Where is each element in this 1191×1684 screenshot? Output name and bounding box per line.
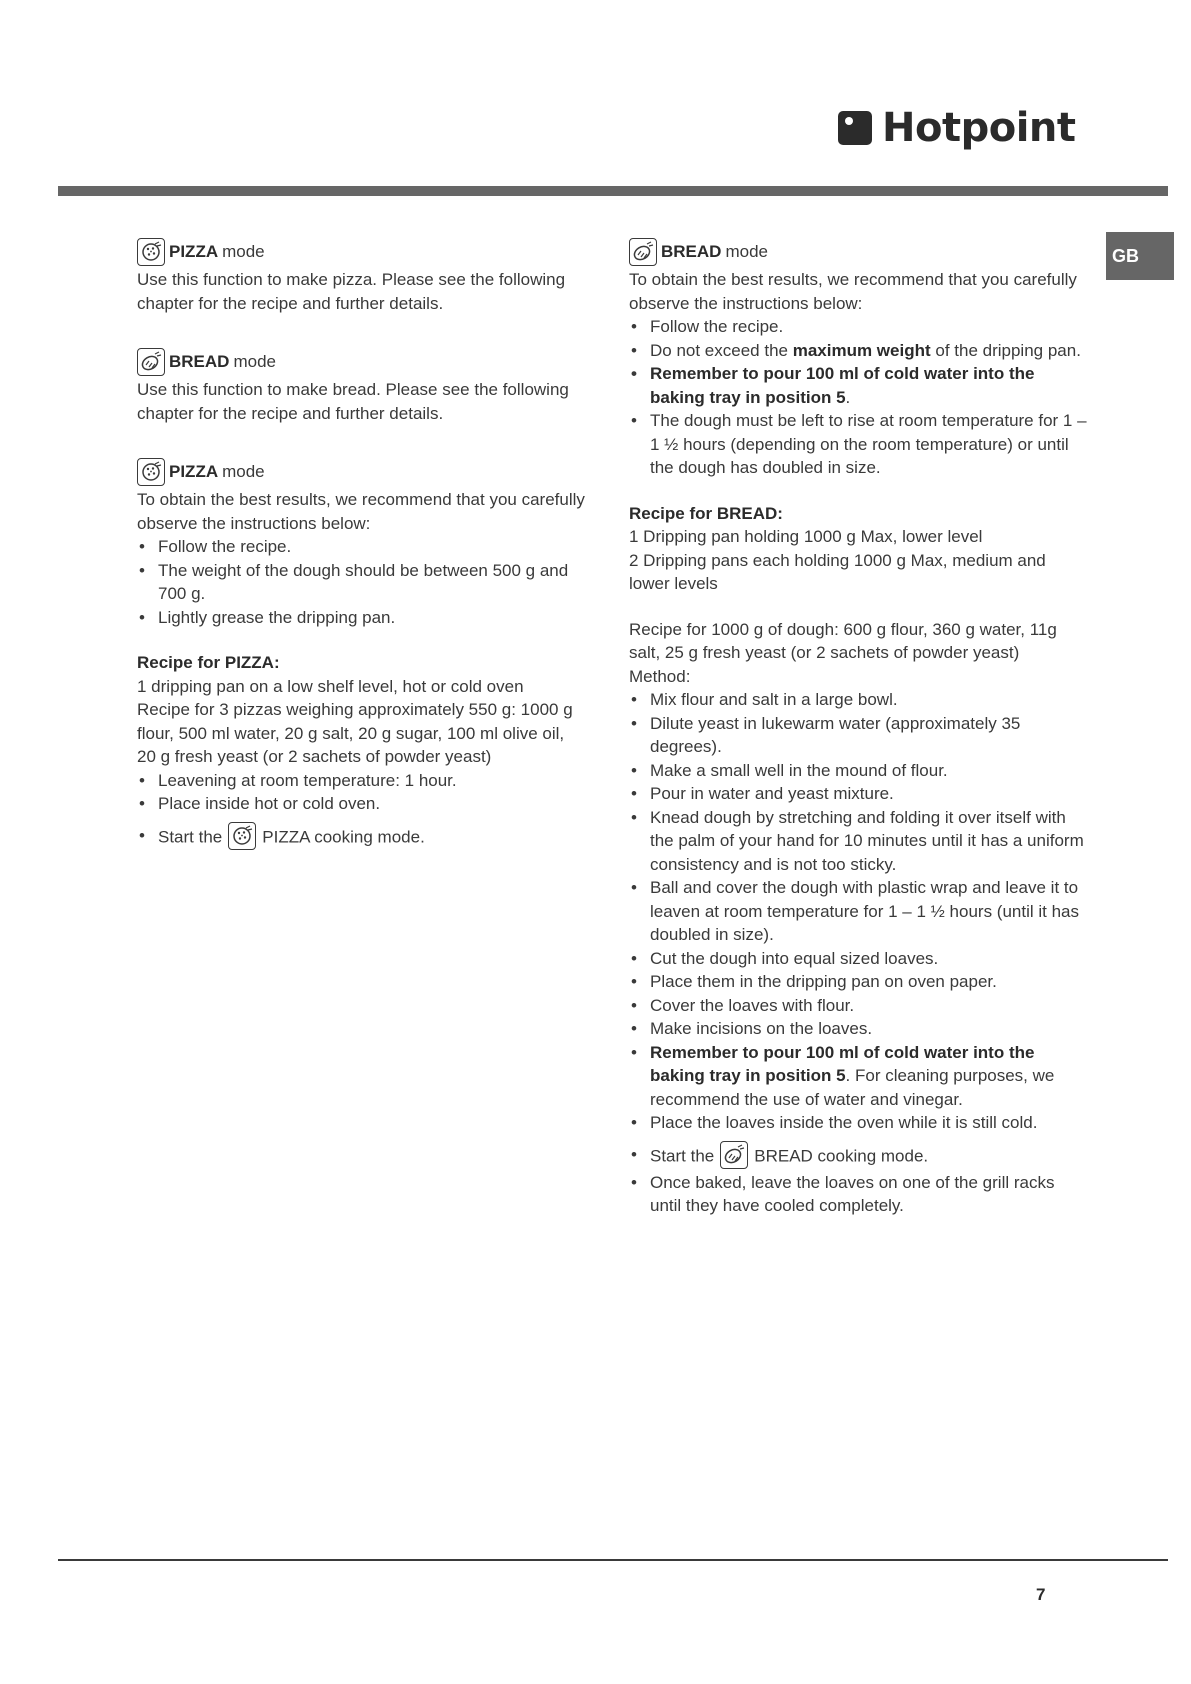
bold-fragment: Remember to pour 100 ml of cold water into the baking tray in position 5: [650, 364, 1035, 407]
bread-recipe-line: 1 Dripping pan holding 1000 g Max, lower level: [629, 527, 983, 546]
pizza-icon: [137, 458, 165, 486]
list-item: • Make a small well in the mound of flour.: [629, 759, 1089, 783]
bread-icon: [629, 238, 657, 266]
bread-instructions-intro: To obtain the best results, we recommend that you carefully observe the instructions below:: [629, 270, 1077, 313]
list-item: • Place them in the dripping pan on oven paper.: [629, 970, 1089, 994]
bread-method-steps: [629, 688, 1089, 1218]
list-item: • Dilute yeast in lukewarm water (approximately 35 degrees).: [629, 712, 1089, 759]
pizza-recipe-heading: Recipe for PIZZA:: [137, 653, 280, 672]
brand-logo: [838, 104, 1076, 152]
pizza-mode-title: PIZZA: [169, 242, 219, 262]
left-column: [137, 236, 587, 852]
bottom-divider: [58, 1559, 1168, 1561]
pizza-mode-description: Use this function to make pizza. Please see the following chapter for the recipe and further details.: [137, 270, 566, 313]
list-item: • Knead dough by stretching and folding it over itself with the palm of your hand for 10 minutes until it has a uniform consistency and is not too sticky.: [629, 806, 1089, 877]
list-item: • Follow the recipe.: [629, 315, 1089, 339]
pizza-instructions-title-suffix: mode: [222, 462, 265, 482]
list-item: • Follow the recipe.: [137, 535, 587, 559]
bread-method-label: Method:: [629, 666, 691, 686]
start-suffix: BREAD cooking mode.: [754, 1145, 929, 1165]
page-number: 7: [1036, 1585, 1046, 1604]
text-fragment: Do not exceed the: [650, 340, 788, 360]
language-tab: GB: [1106, 232, 1174, 280]
bread-recipe-ingredients: Recipe for 1000 g of dough: 600 g flour, 360 g water, 11g salt, 25 g fresh yeast (or 2 sachets of powder yeast): [629, 619, 1057, 662]
right-column: [629, 236, 1089, 1218]
start-suffix: PIZZA cooking mode.: [262, 826, 425, 846]
list-item: • Once baked, leave the loaves on one of the grill racks until they have cooled completely.: [629, 1171, 1089, 1218]
brand-name: Hotpoint: [882, 105, 1076, 151]
list-item: • Ball and cover the dough with plastic wrap and leave it to leaven at room temperature for 1 – 1 ½ hours (until it has doubled in size).: [629, 876, 1089, 947]
pizza-instructions-intro: To obtain the best results, we recommend that you carefully observe the instructions below:: [137, 490, 585, 533]
list-item: • Place inside hot or cold oven.: [137, 792, 587, 816]
bread-recipe-heading: Recipe for BREAD:: [629, 503, 783, 523]
pizza-recipe-ingredients: Recipe for 3 pizzas weighing approximately 550 g: 1000 g flour, 500 ml water, 20 g salt, 20 g sugar, 100 ml olive oil, 20 g fresh yeast (or 2 sachets of powder yeast): [137, 700, 573, 766]
list-item: [629, 339, 1089, 363]
start-prefix: Start the: [650, 1145, 715, 1165]
list-item: • Lightly grease the dripping pan.: [137, 606, 587, 630]
list-item: • The weight of the dough should be between 500 g and 700 g.: [137, 559, 587, 606]
list-item: • Make incisions on the loaves.: [629, 1017, 1089, 1041]
bread-icon: [720, 1141, 748, 1169]
bread-mode-section: [137, 346, 587, 425]
bread-instructions-title: BREAD: [661, 242, 722, 262]
start-prefix: Start the: [158, 826, 223, 846]
pizza-instructions-title: PIZZA: [169, 462, 219, 482]
bold-fragment: maximum weight: [792, 340, 931, 360]
list-item: • Mix flour and salt in a large bowl.: [629, 688, 1089, 712]
pizza-instructions-list: [137, 535, 587, 629]
list-item: • Cut the dough into equal sized loaves.: [629, 947, 1089, 971]
logo-mark-icon: [838, 111, 872, 145]
pizza-mode-title-suffix: mode: [222, 242, 265, 262]
list-item: [629, 1143, 1089, 1171]
bread-mode-description: Use this function to make bread. Please see the following chapter for the recipe and further details.: [137, 380, 569, 423]
list-item: • Leavening at room temperature: 1 hour.: [137, 769, 587, 793]
bread-mode-title-suffix: mode: [233, 352, 276, 372]
bread-instructions-heading: [629, 236, 1089, 268]
bread-mode-heading: [137, 346, 587, 378]
text-fragment: of the dripping pan.: [935, 340, 1081, 360]
list-item: [137, 824, 587, 852]
list-item: • The dough must be left to rise at room temperature for 1 – 1 ½ hours (depending on the room temperature) or until the dough has doubled in size.: [629, 409, 1089, 480]
list-item: • Place the loaves inside the oven while it is still cold.: [629, 1111, 1089, 1135]
bread-instructions-list: [629, 315, 1089, 480]
pizza-instructions-section: [137, 456, 587, 629]
pizza-recipe-section: [137, 651, 587, 852]
list-item: [629, 1041, 1089, 1112]
bread-mode-title: BREAD: [169, 352, 230, 372]
list-item: • Cover the loaves with flour.: [629, 994, 1089, 1018]
top-divider: [58, 186, 1168, 196]
bread-recipe-line: 2 Dripping pans each holding 1000 g Max, medium and lower levels: [629, 550, 1046, 593]
spacer: [629, 596, 1089, 618]
pizza-instructions-heading: [137, 456, 587, 488]
pizza-recipe-steps: [137, 769, 587, 852]
bread-recipe-section: [629, 502, 1089, 1218]
pizza-icon: [137, 238, 165, 266]
pizza-mode-section: [137, 236, 587, 315]
bold-fragment: Remember to pour 100 ml of cold water into the baking tray in position 5: [650, 1042, 1035, 1085]
bread-instructions-title-suffix: mode: [725, 242, 768, 262]
pizza-icon: [228, 822, 256, 850]
bread-icon: [137, 348, 165, 376]
list-item: • Pour in water and yeast mixture.: [629, 782, 1089, 806]
list-item: [629, 362, 1089, 409]
text-fragment: .: [845, 387, 851, 407]
pizza-recipe-shelf: 1 dripping pan on a low shelf level, hot or cold oven: [137, 676, 524, 696]
pizza-mode-heading: [137, 236, 587, 268]
bread-instructions-section: [629, 236, 1089, 480]
text-fragment: . For cleaning purposes, we recommend the use of water and vinegar.: [650, 1066, 1055, 1109]
